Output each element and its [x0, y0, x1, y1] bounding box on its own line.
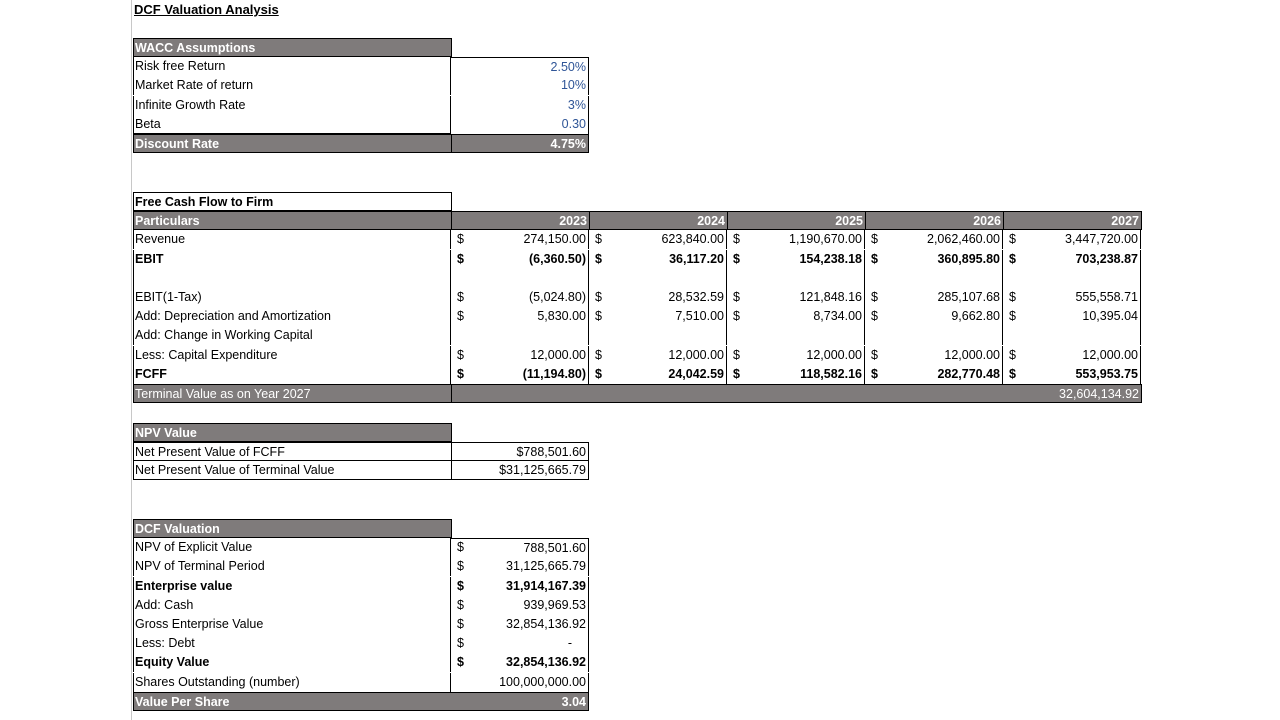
- fcff-row: [133, 346, 1143, 365]
- currency-symbol: $: [457, 655, 464, 670]
- fcff-value[interactable]: [451, 269, 589, 288]
- dcf-value[interactable]: -: [451, 634, 589, 653]
- fcff-row: [133, 307, 1143, 326]
- currency-symbol: $: [595, 251, 602, 266]
- fcff-value[interactable]: 360,895.80: [865, 250, 1003, 269]
- fcff-value[interactable]: 5,830.00: [451, 307, 589, 326]
- year-header[interactable]: 2024: [589, 211, 728, 230]
- fcff-row-label[interactable]: Less: Capital Expenditure: [133, 346, 451, 365]
- wacc-value[interactable]: 10%: [451, 76, 589, 95]
- wacc-value[interactable]: 3%: [451, 96, 589, 115]
- dcf-label[interactable]: Gross Enterprise Value: [133, 615, 451, 634]
- dcf-label[interactable]: Enterprise value: [133, 577, 451, 596]
- dcf-label[interactable]: Equity Value: [133, 653, 451, 672]
- value-per-share-label[interactable]: Value Per Share: [133, 692, 452, 711]
- fcff-value[interactable]: [865, 326, 1003, 345]
- fcff-row-label[interactable]: EBIT: [133, 250, 451, 269]
- currency-symbol: $: [457, 232, 464, 247]
- fcff-value[interactable]: [589, 269, 727, 288]
- currency-symbol: $: [1009, 251, 1016, 266]
- dcf-label[interactable]: NPV of Explicit Value: [133, 538, 451, 557]
- currency-symbol: $: [1009, 309, 1016, 324]
- dcf-header[interactable]: DCF Valuation: [133, 519, 452, 538]
- currency-symbol: $: [733, 309, 740, 324]
- fcff-caption[interactable]: Free Cash Flow to Firm: [133, 192, 452, 211]
- npv-row: [133, 442, 1143, 461]
- fcff-row: [133, 288, 1143, 307]
- fcff-row-label[interactable]: FCFF: [133, 365, 451, 384]
- currency-symbol: $: [457, 347, 464, 362]
- npv-label[interactable]: Net Present Value of Terminal Value: [133, 461, 452, 480]
- fcff-value[interactable]: 7,510.00: [589, 307, 727, 326]
- currency-symbol: $: [457, 290, 464, 304]
- currency-symbol: $: [1009, 347, 1016, 362]
- currency-symbol: $: [457, 559, 464, 574]
- particulars-header[interactable]: Particulars: [133, 211, 452, 230]
- fcff-row: [133, 250, 1143, 269]
- terminal-value-fill: [451, 384, 1004, 403]
- dcf-row: [133, 577, 1143, 596]
- dcf-value[interactable]: 32,854,136.92: [451, 653, 589, 672]
- currency-symbol: $: [595, 366, 602, 381]
- fcff-value[interactable]: 154,238.18: [727, 250, 865, 269]
- fcff-row-label[interactable]: Add: Depreciation and Amortization: [133, 307, 451, 326]
- fcff-row-label[interactable]: Revenue: [133, 230, 451, 249]
- dcf-row: [133, 538, 1143, 557]
- currency-symbol: $: [595, 309, 602, 324]
- column-gridline: [131, 0, 132, 720]
- fcff-value[interactable]: 2,062,460.00: [865, 230, 1003, 249]
- wacc-row: [133, 96, 1143, 115]
- currency-symbol: $: [733, 232, 740, 247]
- dcf-value[interactable]: 31,125,665.79: [451, 557, 589, 576]
- sheet-title[interactable]: DCF Valuation Analysis: [134, 2, 279, 17]
- wacc-header[interactable]: WACC Assumptions: [133, 38, 452, 57]
- fcff-value[interactable]: 24,042.59: [589, 365, 727, 384]
- value-per-share-value[interactable]: 3.04: [451, 692, 589, 711]
- fcff-value[interactable]: 9,662.80: [865, 307, 1003, 326]
- dcf-header-row: [133, 519, 1143, 538]
- fcff-value[interactable]: 118,582.16: [727, 365, 865, 384]
- currency-symbol: $: [1009, 232, 1016, 247]
- currency-symbol: $: [595, 290, 602, 304]
- year-header[interactable]: 2027: [1003, 211, 1142, 230]
- dcf-row: [133, 673, 1143, 692]
- currency-symbol: $: [457, 540, 464, 555]
- dcf-row: [133, 634, 1143, 653]
- fcff-value[interactable]: [1003, 269, 1141, 288]
- dcf-value[interactable]: 939,969.53: [451, 596, 589, 615]
- dcf-value[interactable]: 100,000,000.00: [451, 673, 589, 692]
- npv-header[interactable]: NPV Value: [133, 423, 452, 442]
- fcff-value[interactable]: [727, 326, 865, 345]
- currency-symbol: $: [871, 251, 878, 266]
- fcff-value[interactable]: 12,000.00: [727, 346, 865, 365]
- fcff-value[interactable]: 36,117.20: [589, 250, 727, 269]
- fcff-value[interactable]: (11,194.80): [451, 365, 589, 384]
- fcff-value[interactable]: 285,107.68: [865, 288, 1003, 307]
- fcff-value[interactable]: [1003, 326, 1141, 345]
- dcf-value[interactable]: 31,914,167.39: [451, 577, 589, 596]
- fcff-value[interactable]: 274,150.00: [451, 230, 589, 249]
- fcff-header-row: [133, 211, 1143, 230]
- fcff-value[interactable]: [589, 326, 727, 345]
- year-header[interactable]: 2025: [727, 211, 866, 230]
- dcf-label[interactable]: Less: Debt: [133, 634, 451, 653]
- fcff-row: [133, 365, 1143, 384]
- wacc-value[interactable]: 2.50%: [451, 57, 589, 76]
- currency-symbol: $: [595, 347, 602, 362]
- fcff-value[interactable]: 121,848.16: [727, 288, 865, 307]
- wacc-row: [133, 76, 1143, 95]
- currency-symbol: $: [871, 290, 878, 304]
- dcf-row: [133, 615, 1143, 634]
- fcff-value[interactable]: (6,360.50): [451, 250, 589, 269]
- dcf-label[interactable]: NPV of Terminal Period: [133, 557, 451, 576]
- npv-value[interactable]: $788,501.60: [451, 442, 589, 461]
- currency-symbol: $: [457, 578, 464, 593]
- currency-symbol: $: [457, 617, 464, 631]
- dcf-value[interactable]: 788,501.60: [451, 538, 589, 557]
- fcff-row: [133, 326, 1143, 345]
- currency-symbol: $: [1009, 366, 1016, 381]
- fcff-value[interactable]: [451, 326, 589, 345]
- npv-header-row: [133, 423, 1143, 442]
- wacc-label[interactable]: Risk free Return: [133, 57, 451, 76]
- currency-symbol: $: [871, 232, 878, 247]
- fcff-value[interactable]: 623,840.00: [589, 230, 727, 249]
- discount-rate-label[interactable]: Discount Rate: [133, 134, 452, 153]
- currency-symbol: $: [733, 290, 740, 304]
- currency-symbol: $: [733, 251, 740, 266]
- currency-symbol: $: [595, 232, 602, 247]
- dcf-row: [133, 653, 1143, 672]
- currency-symbol: $: [733, 366, 740, 381]
- fcff-row-label[interactable]: Add: Change in Working Capital: [133, 326, 451, 345]
- currency-symbol: $: [733, 347, 740, 362]
- dcf-value[interactable]: 32,854,136.92: [451, 615, 589, 634]
- discount-rate-value[interactable]: 4.75%: [451, 134, 589, 153]
- fcff-row: [133, 230, 1143, 249]
- fcff-value[interactable]: 10,395.04: [1003, 307, 1141, 326]
- currency-symbol: $: [457, 636, 464, 651]
- npv-row: [133, 461, 1143, 480]
- wacc-header-row: [133, 38, 1143, 57]
- fcff-value[interactable]: [727, 269, 865, 288]
- npv-value[interactable]: $31,125,665.79: [451, 461, 589, 480]
- currency-symbol: $: [457, 251, 464, 266]
- currency-symbol: $: [457, 597, 464, 612]
- wacc-label[interactable]: Infinite Growth Rate: [133, 96, 451, 115]
- fcff-value[interactable]: 3,447,720.00: [1003, 230, 1141, 249]
- terminal-value[interactable]: 32,604,134.92: [1003, 384, 1142, 403]
- year-header[interactable]: 2023: [451, 211, 590, 230]
- currency-symbol: $: [871, 347, 878, 362]
- currency-symbol: $: [871, 309, 878, 324]
- fcff-value[interactable]: [865, 269, 1003, 288]
- wacc-label[interactable]: Beta: [133, 115, 451, 134]
- terminal-value-label[interactable]: Terminal Value as on Year 2027: [133, 384, 452, 403]
- fcff-value[interactable]: 12,000.00: [865, 346, 1003, 365]
- terminal-value-row: [133, 384, 1143, 403]
- dcf-row: [133, 596, 1143, 615]
- fcff-row-label[interactable]: EBIT(1-Tax): [133, 288, 451, 307]
- fcff-value[interactable]: 12,000.00: [589, 346, 727, 365]
- currency-symbol: $: [1009, 290, 1016, 304]
- currency-symbol: $: [457, 309, 464, 324]
- fcff-value[interactable]: 1,190,670.00: [727, 230, 865, 249]
- dcf-label[interactable]: Add: Cash: [133, 596, 451, 615]
- fcff-value[interactable]: 703,238.87: [1003, 250, 1141, 269]
- fcff-value[interactable]: 12,000.00: [1003, 346, 1141, 365]
- wacc-row: [133, 57, 1143, 76]
- fcff-value[interactable]: 555,558.71: [1003, 288, 1141, 307]
- wacc-value[interactable]: 0.30: [451, 115, 589, 134]
- wacc-row: [133, 115, 1143, 134]
- fcff-caption-row: [133, 192, 1143, 211]
- fcff-value[interactable]: 28,532.59: [589, 288, 727, 307]
- fcff-value[interactable]: (5,024.80): [451, 288, 589, 307]
- fcff-value[interactable]: 282,770.48: [865, 365, 1003, 384]
- npv-label[interactable]: Net Present Value of FCFF: [133, 442, 452, 461]
- fcff-value[interactable]: 12,000.00: [451, 346, 589, 365]
- discount-rate-row: [133, 134, 1143, 153]
- fcff-row-label[interactable]: [133, 269, 451, 288]
- wacc-label[interactable]: Market Rate of return: [133, 76, 451, 95]
- dcf-row: [133, 557, 1143, 576]
- fcff-value[interactable]: 553,953.75: [1003, 365, 1141, 384]
- currency-symbol: $: [457, 366, 464, 381]
- value-per-share-row: [133, 692, 1143, 711]
- fcff-row: [133, 269, 1143, 288]
- dcf-label[interactable]: Shares Outstanding (number): [133, 673, 451, 692]
- currency-symbol: $: [871, 366, 878, 381]
- fcff-value[interactable]: 8,734.00: [727, 307, 865, 326]
- year-header[interactable]: 2026: [865, 211, 1004, 230]
